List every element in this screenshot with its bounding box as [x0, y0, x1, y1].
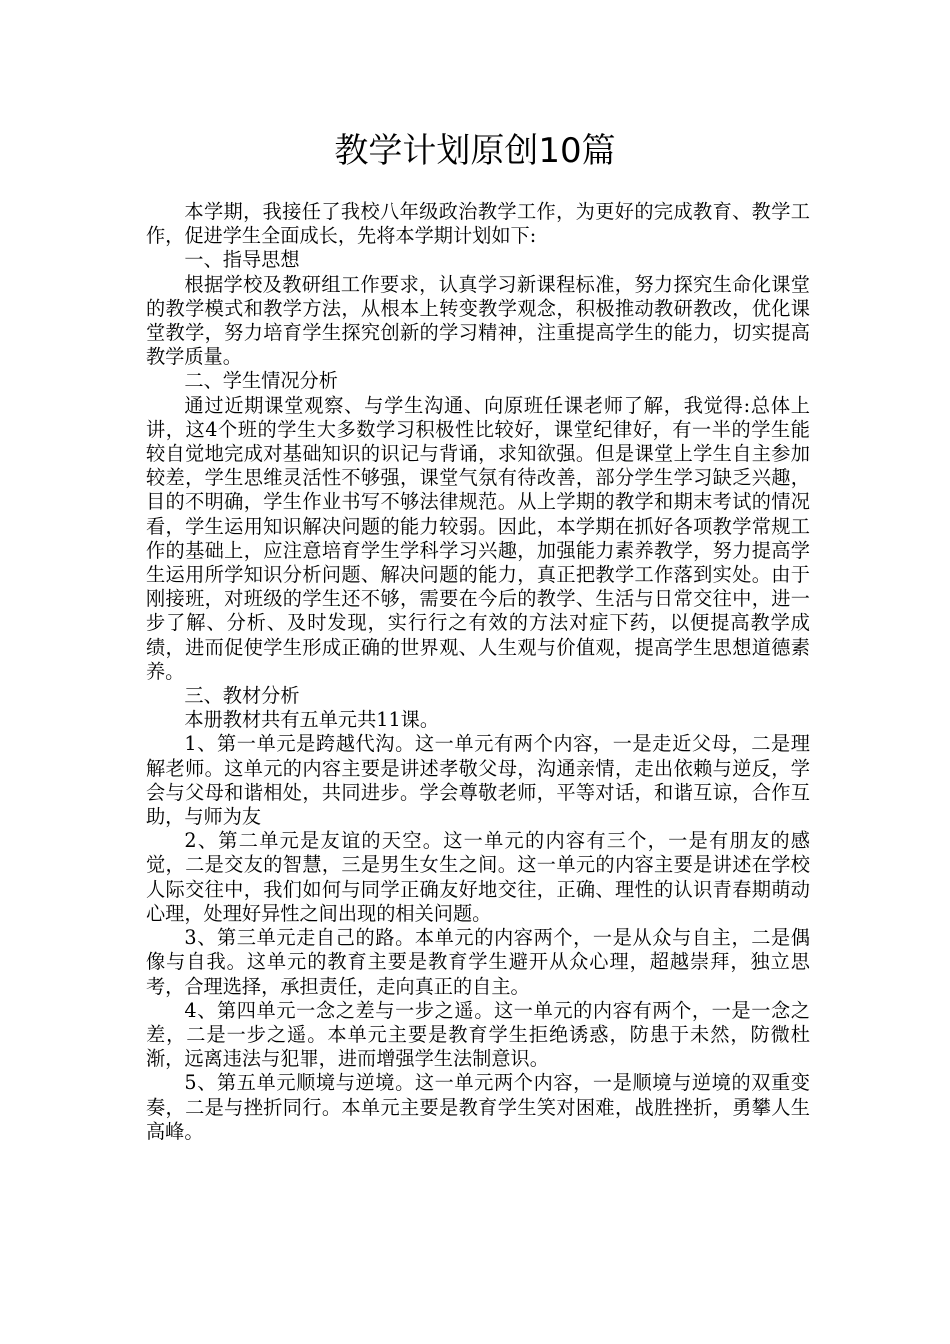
section-heading-textbook-analysis: 三、教材分析 — [184, 684, 300, 708]
textbook-overview-paragraph: 本册教材共有五单元共11课。 — [184, 708, 440, 732]
unit-1-paragraph: 1、第一单元是跨越代沟。这一单元有两个内容，一是走近父母，二是理解老师。这单元的内容主要是讲述孝敬父母，沟通亲情，走出依赖与逆反，学会与父母和谐相处，共同进步。学会尊敬老师，平等对话，和谐互谅，合作互助，与师为友 — [146, 732, 810, 829]
intro-paragraph: 本学期，我接任了我校八年级政治教学工作，为更好的完成教育、教学工作，促进学生全面成长，先将本学期计划如下: — [146, 200, 810, 248]
unit-2-paragraph: 2、第二单元是友谊的天空。这一单元的内容有三个，一是有朋友的感觉，二是交友的智慧，三是男生女生之间。这一单元的内容主要是讲述在学校人际交往中，我们如何与同学正确友好地交往，正确、理性的认识青春期萌动心理，处理好异性之间出现的相关问题。 — [146, 829, 810, 925]
document-body — [146, 200, 810, 1144]
unit-4-paragraph: 4、第四单元一念之差与一步之遥。这一单元的内容有两个，一是一念之差，二是一步之遥。本单元主要是教育学生拒绝诱惑，防患于未然，防微杜渐，远离违法与犯罪，进而增强学生法制意识。 — [146, 998, 810, 1071]
section-heading-student-analysis: 二、学生情况分析 — [184, 369, 338, 393]
unit-5-paragraph: 5、第五单元顺境与逆境。这一单元两个内容，一是顺境与逆境的双重变奏，二是与挫折同行。本单元主要是教育学生笑对困难，战胜挫折，勇攀人生高峰。 — [146, 1071, 810, 1143]
document-title: 教学计划原创10篇 — [334, 131, 616, 171]
section-heading-guiding-thought: 一、指导思想 — [184, 248, 300, 272]
student-analysis-paragraph: 通过近期课堂观察、与学生沟通、向原班任课老师了解，我觉得:总体上讲，这4个班的学生大多数学习积极性比较好，课堂纪律好，有一半的学生能较自觉地完成对基础知识的识记与背诵，求知欲强。但是课堂上学生自主参加较差，学生思维灵活性不够强，课堂气氛有待改善，部分学生学习缺乏兴趣，目的不明确，学生作业书写不够法律规范。从上学期的教学和期末考试的情况看，学生运用知识解决问题的能力较弱。因此，本学期在抓好各项教学常规工作的基础上，应注意培育学生学科学习兴趣，加强能力素养教学，努力提高学生运用所学知识分析问题、解决问题的能力，真正把教学工作落到实处。由于刚接班，对班级的学生还不够，需要在今后的教学、生活与日常交往中，进一步了解、分析、及时发现，实行行之有效的方法对症下药，以便提高教学成绩，进而促使学生形成正确的世界观、人生观与价值观，提高学生思想道德素养。 — [146, 393, 810, 683]
unit-3-paragraph: 3、第三单元走自己的路。本单元的内容两个，一是从众与自主，二是偶像与自我。这单元的教育主要是教育学生避开从众心理，超越崇拜，独立思考，合理选择，承担责任，走向真正的自主。 — [146, 926, 810, 998]
guiding-thought-paragraph: 根据学校及教研组工作要求，认真学习新课程标准，努力探究生命化课堂的教学模式和教学方法，从根本上转变教学观念，积极推动教研教改，优化课堂教学，努力培育学生探究创新的学习精神，注重提高学生的能力，切实提高教学质量。 — [146, 272, 810, 369]
